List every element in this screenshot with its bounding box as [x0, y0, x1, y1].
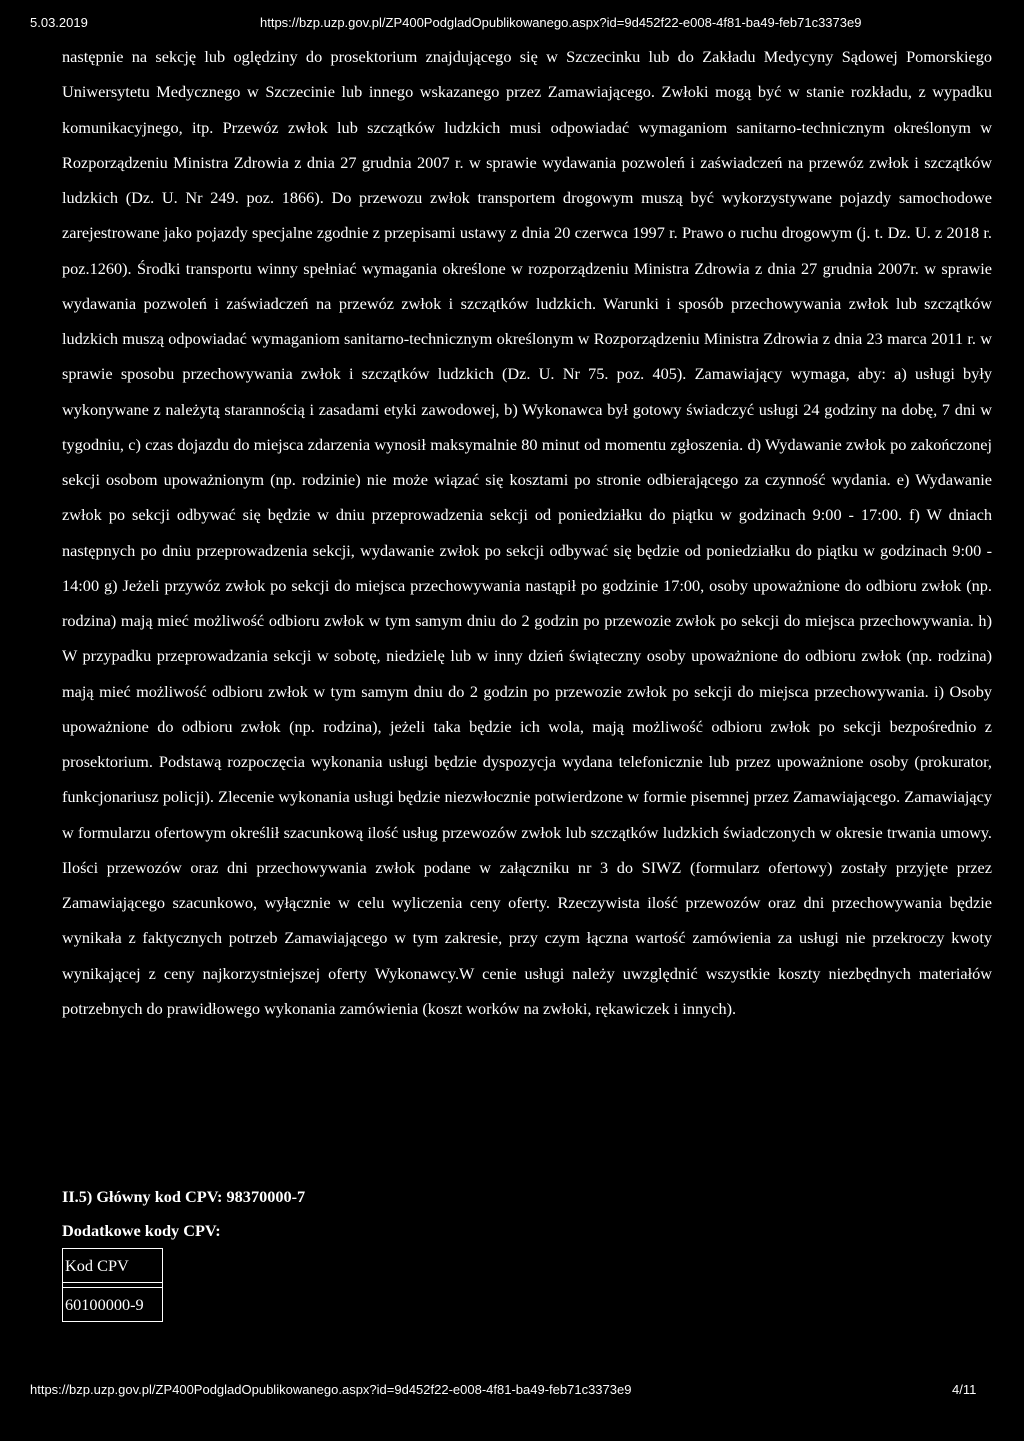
main-cpv-line — [62, 1187, 992, 1207]
footer-url: https://bzp.uzp.gov.pl/ZP400PodgladOpublikowanego.aspx?id=9d452f22-e008-4f81-ba49-feb71c3373e9 — [30, 1382, 632, 1397]
description-paragraph: następnie na sekcję lub oględziny do prosektorium znajdującego się w Szczecinku lub do Zakładu Medycyny Sądowej Pomorskiego Uniwersytetu Medycznego w Szczecinie lub innego wskazanego przez Zamawiającego. Zwłoki mogą być w stanie rozkładu, z wypadku komunikacyjnego, itp. Przewóz zwłok lub szczątków ludzkich musi odpowiadać wymaganiom sanitarno-technicznym określonym w Rozporządzeniu Ministra Zdrowia z dnia 27 grudnia 2007 r. w sprawie wydawania pozwoleń i zaświadczeń na przewóz zwłok i szczątków ludzkich (Dz. U. Nr 249. poz. 1866). Do przewozu zwłok transportem drogowym muszą być wykorzystywane pojazdy samochodowe zarejestrowane jako pojazdy specjalne zgodnie z przepisami ustawy z dnia 20 czerwca 1997 r. Prawo o ruchu drogowym (j. t. Dz. U. z 2018 r. poz.1260). Środki transportu winny spełniać wymagania określone w rozporządzeniu Ministra Zdrowia z dnia 27 grudnia 2007r. w sprawie wydawania pozwoleń i zaświadczeń na przewóz zwłok i szczątków ludzkich. Warunki i sposób przechowywania zwłok lub szczątków ludzkich muszą odpowiadać wymaganiom sanitarno-technicznym określonym w Rozporządzeniu Ministra Zdrowia z dnia 23 marca 2011 r. w sprawie sposobu przechowywania zwłok i szczątków ludzkich (Dz. U. Nr 75. poz. 405). Zamawiający wymaga, aby: a) usługi były wykonywane z należytą starannością i zasadami etyki zawodowej, b) Wykonawca był gotowy świadczyć usługi 24 godziny na dobę, 7 dni w tygodniu, c) czas dojazdu do miejsca zdarzenia wynosił maksymalnie 80 minut od momentu zgłoszenia. d) Wydawanie zwłok po zakończonej sekcji osobom upoważnionym (np. rodzinie) nie może wiązać się kosztami po stronie odbierającego za czynność wydania. e) Wydawanie zwłok po sekcji odbywać się będzie w dniu przeprowadzenia sekcji od poniedziałku do piątku w godzinach 9:00 - 17:00. f) W dniach następnych po dniu przeprowadzenia sekcji, wydawanie zwłok po sekcji odbywać się będzie od poniedziałku do piątku w godzinach 9:00 - 14:00 g) Jeżeli przywóz zwłok po sekcji do miejsca przechowywania nastąpił po godzinie 17:00, osoby upoważnione do odbioru zwłok (np. rodzina) mają mieć możliwość odbioru zwłok w tym samym dniu do 2 godzin po przewozie zwłok po sekcji do miejsca przechowywania. h) W przypadku przeprowadzania sekcji w sobotę, niedzielę lub w inny dzień świąteczny osoby upoważnione do odbioru zwłok (np. rodzina) mają mieć możliwość odbioru zwłok w tym samym dniu do 2 godzin po przewozie zwłok po sekcji do miejsca przechowywania. i) Osoby upoważnione do odbioru zwłok (np. rodzina), jeżeli taka będzie ich wola, mają możliwość odbioru zwłok po sekcji bezpośrednio z prosektorium. Podstawą rozpoczęcia wykonania usługi będzie dyspozycja wydana telefonicznie lub przez upoważnione osoby (prokurator, funkcjonariusz policji). Zlecenie wykonania usługi będzie niezwłocznie potwierdzone w formie pisemnej przez Zamawiającego. Zamawiający w formularzu ofertowym określił szacunkową ilość usług przewozów zwłok lub szczątków ludzkich świadczonych w okresie trwania umowy. Ilości przewozów oraz dni przechowywania zwłok podane w załączniku nr 3 do SIWZ (formularz ofertowy) zostały przyjęte przez Zamawiającego szacunkowo, wyłącznie w celu wyliczenia ceny oferty. Rzeczywista ilość przewozów oraz dni przechowywania będzie wynikała z faktycznych potrzeb Zamawiającego w tym zakresie, przy czym łączna wartość zamówienia za usługi nie przekroczy kwoty wynikającej z ceny najkorzystniejszej oferty Wykonawcy.W cenie usługi należy uwzględnić wszystkie koszty niezbędnych materiałów potrzebnych do prawidłowego wykonania zamówienia (koszt worków na zwłoki, rękawiczek i innych). — [62, 47, 992, 1018]
additional-cpv-label: Dodatkowe kody CPV: — [62, 1221, 221, 1240]
cpv-table — [62, 1248, 163, 1322]
main-cpv-label: II.5) Główny kod CPV: — [62, 1187, 223, 1206]
main-cpv-value: 98370000-7 — [226, 1187, 306, 1206]
header-url: https://bzp.uzp.gov.pl/ZP400PodgladOpublikowanego.aspx?id=9d452f22-e008-4f81-ba49-feb71c3373e9 — [260, 15, 862, 30]
print-date: 5.03.2019 — [30, 15, 88, 30]
page-number: 4/11 — [952, 1382, 977, 1397]
cpv-code-cell: 60100000-9 — [63, 1288, 163, 1322]
cpv-table-header: Kod CPV — [63, 1249, 163, 1283]
additional-cpv-heading — [62, 1221, 992, 1241]
